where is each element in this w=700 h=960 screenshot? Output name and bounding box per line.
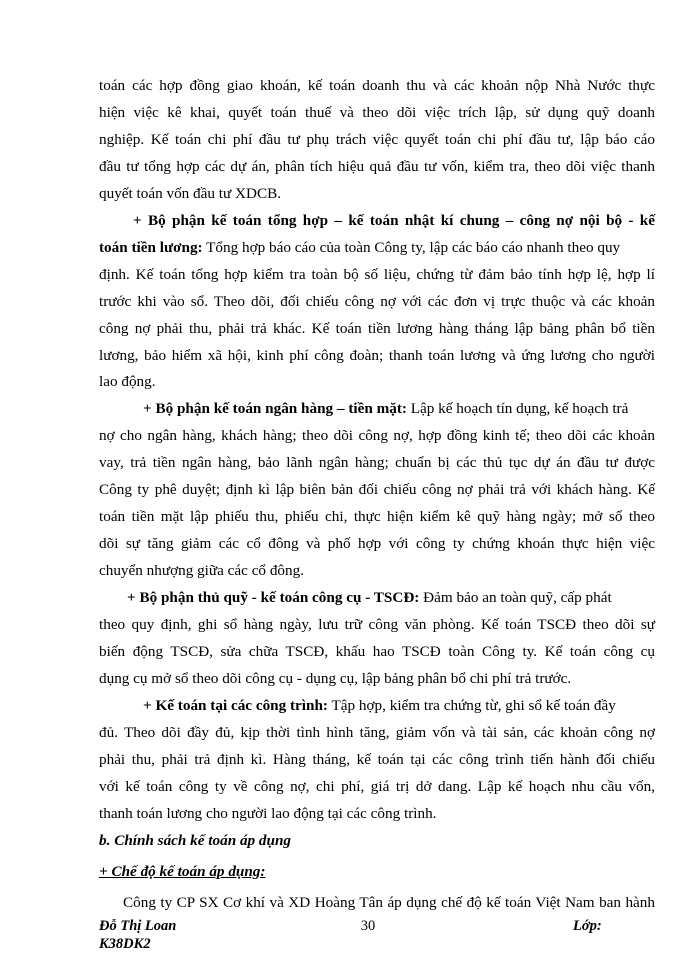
body-line: biến động TSCĐ, sửa chữa TSCĐ, khấu hao TSCĐ toàn Công ty. Kế toán công cụ — [99, 643, 655, 660]
body-line: lao động. — [99, 373, 156, 390]
body-line: lương, bảo hiểm xã hội, kinh phí công đoàn; thanh toán lương và ứng lương cho người — [99, 347, 655, 364]
body-line: hiện việc kê khai, quyết toán thuế và theo dõi việc trích lập, sử dụng quỹ doanh — [99, 104, 655, 121]
footer-class-code: K38DK2 — [99, 936, 151, 952]
footer-class-label: Lớp: — [573, 918, 602, 934]
body-line: toán các hợp đồng giao khoán, kế toán doanh thu và các khoản nộp Nhà Nước thực — [99, 77, 655, 94]
section-heading-treasury: + Bộ phận thủ quỹ - kế toán công cụ - TSCĐ: — [127, 589, 420, 606]
body-line: đủ. Theo dõi đầy đủ, kịp thời tình hình tăng, giảm vốn và tài sản, các khoản công nợ — [99, 724, 655, 741]
body-line: Công ty CP SX Cơ khí và XD Hoàng Tân áp dụng chế độ kế toán Việt Nam ban hành — [123, 894, 655, 911]
page-number: 30 — [360, 918, 376, 934]
body-line: dụng cụ mở sổ theo dõi công cụ - dụng cụ, lập bảng phân bổ chi phí trả trước. — [99, 670, 572, 687]
body-line: với kế toán công ty về công nợ, chi phí, giá trị dở dang. Lập kế hoạch nhu cầu vốn, — [99, 778, 655, 795]
body-text: Tổng hợp báo cáo của toàn Công ty, lập các báo cáo nhanh theo quy — [202, 239, 621, 256]
body-line: trước khi vào sổ. Theo dõi, đối chiếu công nợ với các đơn vị trực thuộc và các khoản — [99, 293, 655, 310]
body-line: nghiệp. Kế toán chi phí đầu tư phụ trách việc quyết toán chi phí đầu tư, lập báo cáo — [99, 131, 655, 148]
body-line: dõi sự tăng giảm các cổ đông và phố hợp với công ty chứng khoán thực hiện việc — [99, 535, 655, 552]
body-line: công nợ phải thu, phải trả khác. Kế toán tiền lương hàng tháng lập bảng phân bổ tiền — [99, 320, 655, 337]
body-text: Đảm bảo an toàn quỹ, cấp phát — [419, 589, 612, 606]
body-line: nợ cho ngân hàng, khách hàng; theo dõi công nợ, hợp đồng kinh tế; theo dõi các khoản — [99, 427, 655, 444]
body-line — [143, 399, 655, 419]
section-heading-general-accounting: + Bộ phận kế toán tổng hợp – kế toán nhật kí chung – công nợ nội bộ - kế — [133, 212, 655, 229]
body-line: phải thu, phải trả định kì. Hàng tháng, kế toán tại các công trình tiến hành đối chiếu — [99, 751, 655, 768]
body-line: quyết toán vốn đầu tư XDCB. — [99, 185, 282, 202]
body-line: vay, trả tiền ngân hàng, bảo lãnh ngân hàng; chuẩn bị các thủ tục dự án đầu tư được — [99, 454, 655, 471]
body-text: Lập kế hoạch tín dụng, kế hoạch trả — [406, 400, 629, 417]
section-heading-bank-cash: + Bộ phận kế toán ngân hàng – tiền mặt: — [143, 400, 407, 417]
subsection-subheading: + Chế độ kế toán áp dụng: — [99, 863, 266, 880]
body-line — [99, 238, 655, 258]
body-line — [143, 696, 655, 716]
body-line: định. Kế toán tổng hợp kiểm tra toàn bộ số liệu, chứng từ đảm bảo tính hợp lệ, hợp lí — [99, 266, 655, 283]
section-heading-continued: toán tiền lương: — [99, 239, 203, 256]
body-line: chuyển nhượng giữa các cổ đông. — [99, 562, 304, 579]
body-text: Tập hợp, kiểm tra chứng từ, ghi sổ kế toán đầy — [327, 697, 616, 714]
body-line: đầu tư tổng hợp các dự án, phân tích hiệu quả đầu tư vốn, kiểm tra, theo dõi việc thanh — [99, 158, 655, 175]
footer-author: Đỗ Thị Loan — [99, 918, 177, 934]
section-heading-construction-sites: + Kế toán tại các công trình: — [143, 697, 328, 714]
body-line: Công ty phê duyệt; định kì lập biên bản đối chiếu công nợ phải trả với khách hàng. Kế — [99, 481, 655, 498]
body-line: thanh toán lương cho người lao động tại các công trình. — [99, 805, 437, 822]
body-line — [127, 588, 655, 608]
body-line: toán tiền mặt lập phiếu thu, phiếu chi, thực hiện kiểm kê quỹ hàng ngày; mở sổ theo — [99, 508, 655, 525]
body-line: theo quy định, ghi sổ hàng ngày, lưu trữ công văn phòng. Kế toán TSCĐ theo dõi sự — [99, 616, 655, 633]
subsection-heading: b. Chính sách kế toán áp dụng — [99, 832, 292, 849]
